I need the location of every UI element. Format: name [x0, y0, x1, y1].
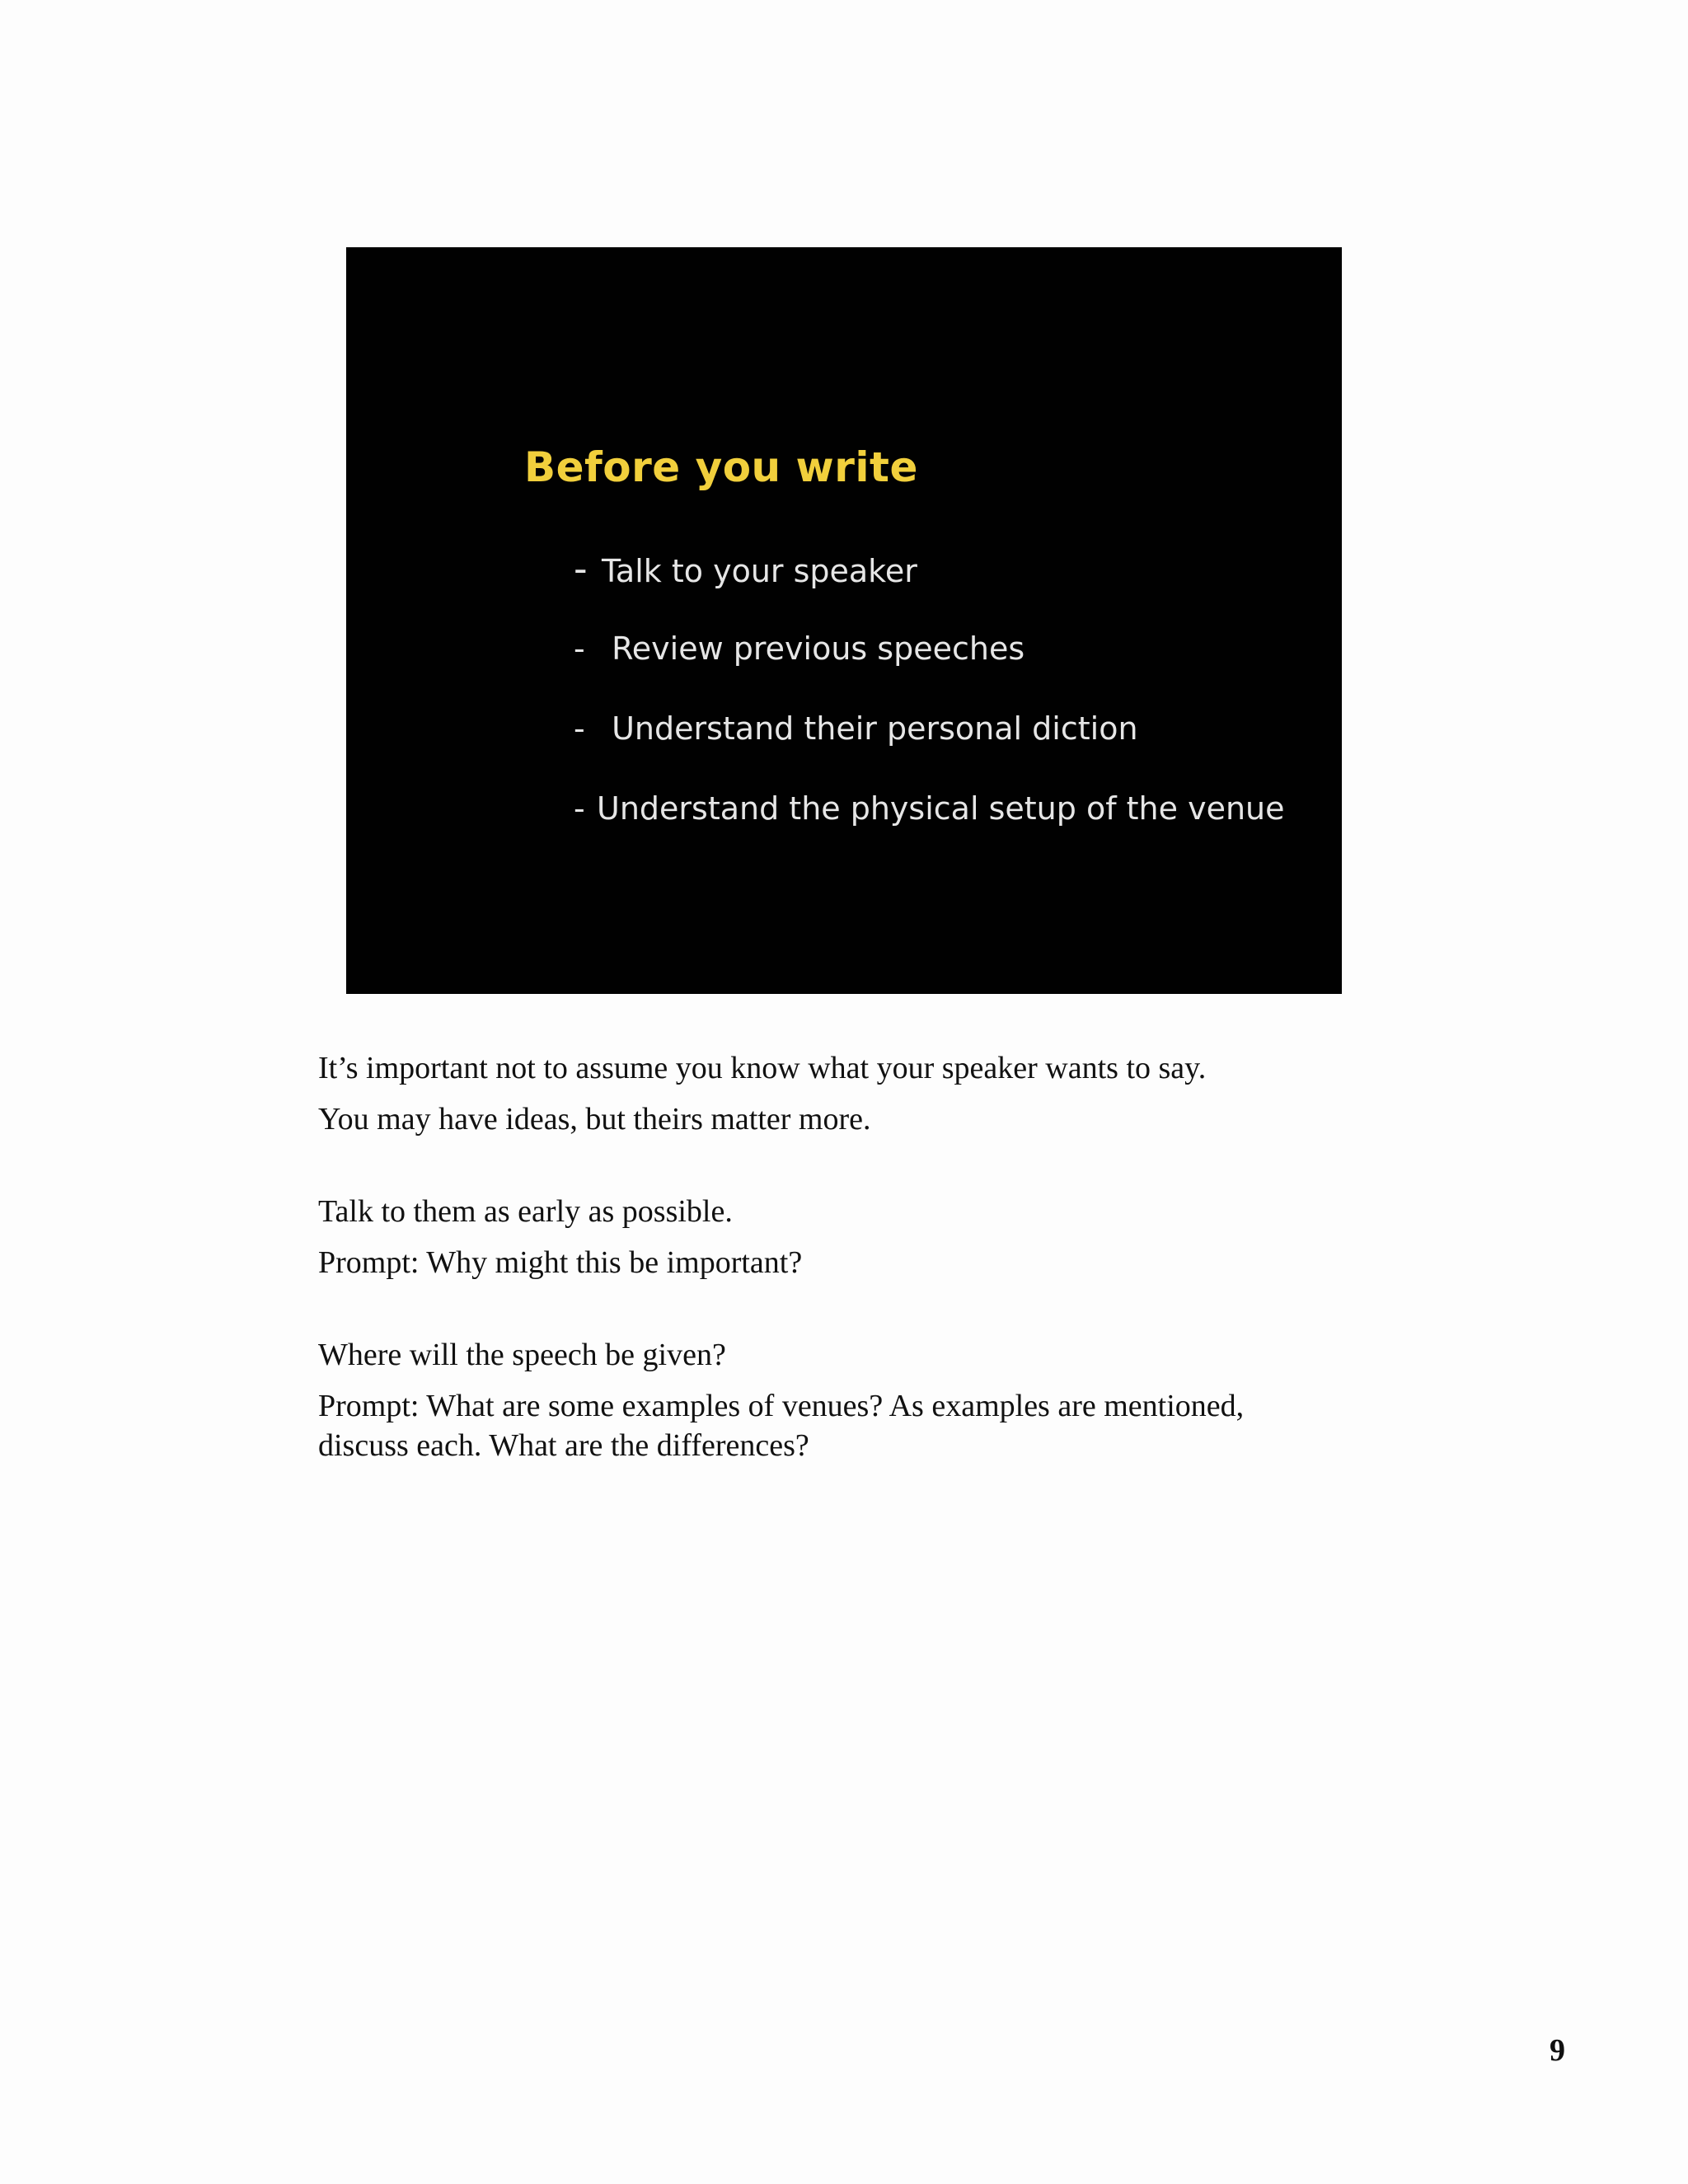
slide-title: Before you write — [524, 443, 918, 491]
slide-bullet — [574, 788, 1285, 868]
body-text — [318, 1048, 1390, 1465]
slide-bullet-text: Talk to your speaker — [602, 553, 917, 589]
bullet-marker: - — [574, 546, 588, 591]
paragraph: You may have ideas, but theirs matter more. — [318, 1102, 871, 1137]
paragraph: Talk to them as early as possible. — [318, 1194, 733, 1229]
paragraph: Prompt: Why might this be important? — [318, 1245, 803, 1280]
paragraph: It’s important not to assume you know what your speaker wants to say. — [318, 1051, 1207, 1085]
slide-bullet — [574, 628, 1285, 708]
paragraph: Prompt: What are some examples of venues? As examples are mentioned, discuss each. What are the differences? — [318, 1389, 1245, 1463]
slide-bullet-text: Understand their personal diction — [612, 710, 1138, 747]
page-number: 9 — [1550, 2033, 1565, 2068]
bullet-marker: - — [574, 790, 585, 827]
bullet-marker: - — [574, 710, 585, 747]
paragraph: Where will the speech be given? — [318, 1338, 726, 1372]
slide-bullet — [574, 548, 1285, 628]
slide-image — [346, 247, 1342, 994]
bullet-marker: - — [574, 630, 585, 667]
slide-bullet-text: Review previous speeches — [612, 630, 1025, 667]
slide-bullet-list — [574, 548, 1285, 868]
slide-bullet-text: Understand the physical setup of the venue — [597, 790, 1285, 827]
slide-bullet — [574, 708, 1285, 788]
